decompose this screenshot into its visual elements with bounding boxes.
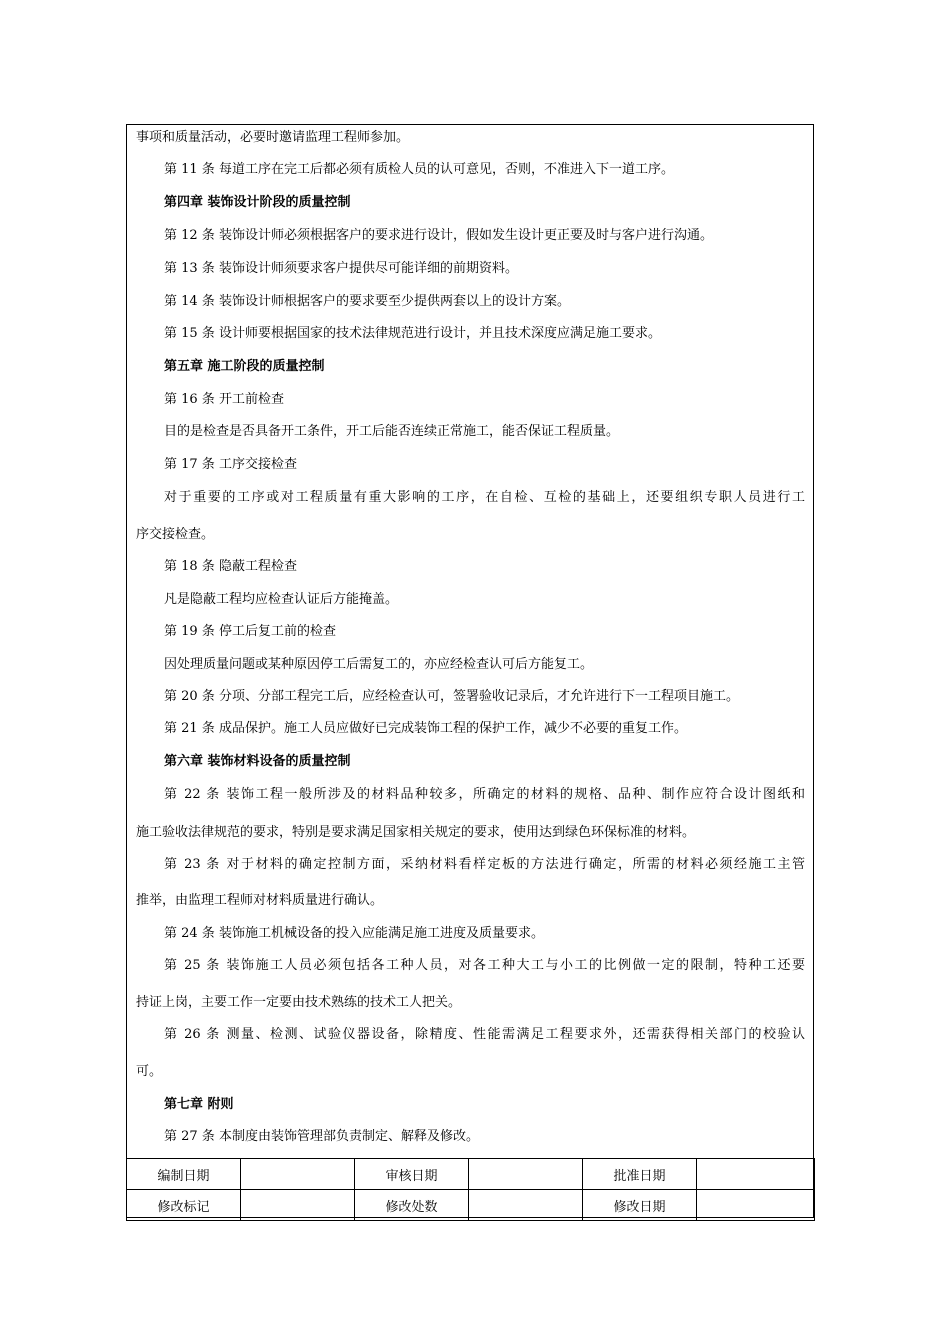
paragraph-line: 因处理质量问题或某种原因停工后需复工的，亦应经检查认可后方能复工。 (164, 657, 594, 672)
chapter-heading: 第五章 施工阶段的质量控制 (164, 359, 325, 374)
paragraph-line: 第 19 条 停工后复工前的检查 (164, 624, 336, 639)
paragraph-line: 第 14 条 装饰设计师根据客户的要求要至少提供两套以上的设计方案。 (164, 294, 570, 309)
paragraph-line: 事项和质量活动，必要时邀请监理工程师参加。 (136, 130, 410, 145)
revision-count-value[interactable] (469, 1190, 583, 1221)
paragraph-line: 第 11 条 每道工序在完工后都必须有质检人员的认可意见，否则，不准进入下一道工序。 (164, 162, 674, 177)
table-row (127, 1159, 815, 1190)
approval-date-label: 批准日期 (583, 1159, 697, 1190)
paragraph-line: 序交接检查。 (136, 527, 215, 542)
paragraph-line: 第 18 条 隐蔽工程检查 (164, 559, 297, 574)
paragraph-line: 第 22 条 装饰工程一般所涉及的材料品种较多，所确定的材料的规格、品种、制作应符合设计图纸和 (164, 787, 805, 802)
revision-mark-label: 修改标记 (127, 1190, 241, 1221)
table-row (127, 1190, 815, 1221)
paragraph-line: 第 15 条 设计师要根据国家的技术法律规范进行设计，并且技术深度应满足施工要求。 (164, 326, 661, 341)
document-body (127, 125, 813, 1158)
paragraph-line: 推举，由监理工程师对材料质量进行确认。 (136, 893, 384, 908)
approval-table (126, 1158, 815, 1221)
paragraph-line: 持证上岗，主要工作一定要由技术熟练的技术工人把关。 (136, 995, 462, 1010)
paragraph-line: 第 26 条 测量、检测、试验仪器设备，除精度、性能需满足工程要求外，还需获得相关部门的校验认 (164, 1027, 805, 1042)
chapter-heading: 第七章 附则 (164, 1097, 234, 1112)
chapter-heading: 第六章 装饰材料设备的质量控制 (164, 754, 351, 769)
paragraph-line: 施工验收法律规范的要求，特别是要求满足国家相关规定的要求，使用达到绿色环保标准的材料。 (136, 825, 696, 840)
paragraph-line: 第 21 条 成品保护。施工人员应做好已完成装饰工程的保护工作，减少不必要的重复工作。 (164, 721, 687, 736)
revision-count-label: 修改处数 (355, 1190, 469, 1221)
paragraph-line: 第 24 条 装饰施工机械设备的投入应能满足施工进度及质量要求。 (164, 926, 544, 941)
revision-date-label: 修改日期 (583, 1190, 697, 1221)
paragraph-line: 第 25 条 装饰施工人员必须包括各工种人员，对各工种大工与小工的比例做一定的限制，特种工还要 (164, 958, 805, 973)
paragraph-line: 可。 (136, 1064, 163, 1079)
paragraph-line: 第 12 条 装饰设计师必须根据客户的要求进行设计，假如发生设计更正要及时与客户进行沟通。 (164, 228, 713, 243)
paragraph-line: 第 13 条 装饰设计师须要求客户提供尽可能详细的前期资料。 (164, 261, 518, 276)
prepared-date-label: 编制日期 (127, 1159, 241, 1190)
approval-date-value[interactable] (697, 1159, 815, 1190)
document-frame (126, 124, 814, 1218)
paragraph-line: 第 16 条 开工前检查 (164, 392, 284, 407)
review-date-value[interactable] (469, 1159, 583, 1190)
revision-date-value[interactable] (697, 1190, 815, 1221)
paragraph-line: 第 20 条 分项、分部工程完工后，应经检查认可，签署验收记录后，才允许进行下一工程项目施工。 (164, 689, 739, 704)
paragraph-line: 第 23 条 对于材料的确定控制方面，采纳材料看样定板的方法进行确定，所需的材料必须经施工主管 (164, 857, 805, 872)
revision-mark-value[interactable] (241, 1190, 355, 1221)
paragraph-line: 目的是检查是否具备开工条件，开工后能否连续正常施工，能否保证工程质量。 (164, 424, 620, 439)
chapter-heading: 第四章 装饰设计阶段的质量控制 (164, 195, 351, 210)
paragraph-line: 第 27 条 本制度由装饰管理部负责制定、解释及修改。 (164, 1129, 479, 1144)
paragraph-line: 对于重要的工序或对工程质量有重大影响的工序，在自检、互检的基础上，还要组织专职人员进行工 (164, 490, 805, 505)
paragraph-line: 第 17 条 工序交接检查 (164, 457, 297, 472)
paragraph-line: 凡是隐蔽工程均应检查认证后方能掩盖。 (164, 592, 399, 607)
review-date-label: 审核日期 (355, 1159, 469, 1190)
prepared-date-value[interactable] (241, 1159, 355, 1190)
